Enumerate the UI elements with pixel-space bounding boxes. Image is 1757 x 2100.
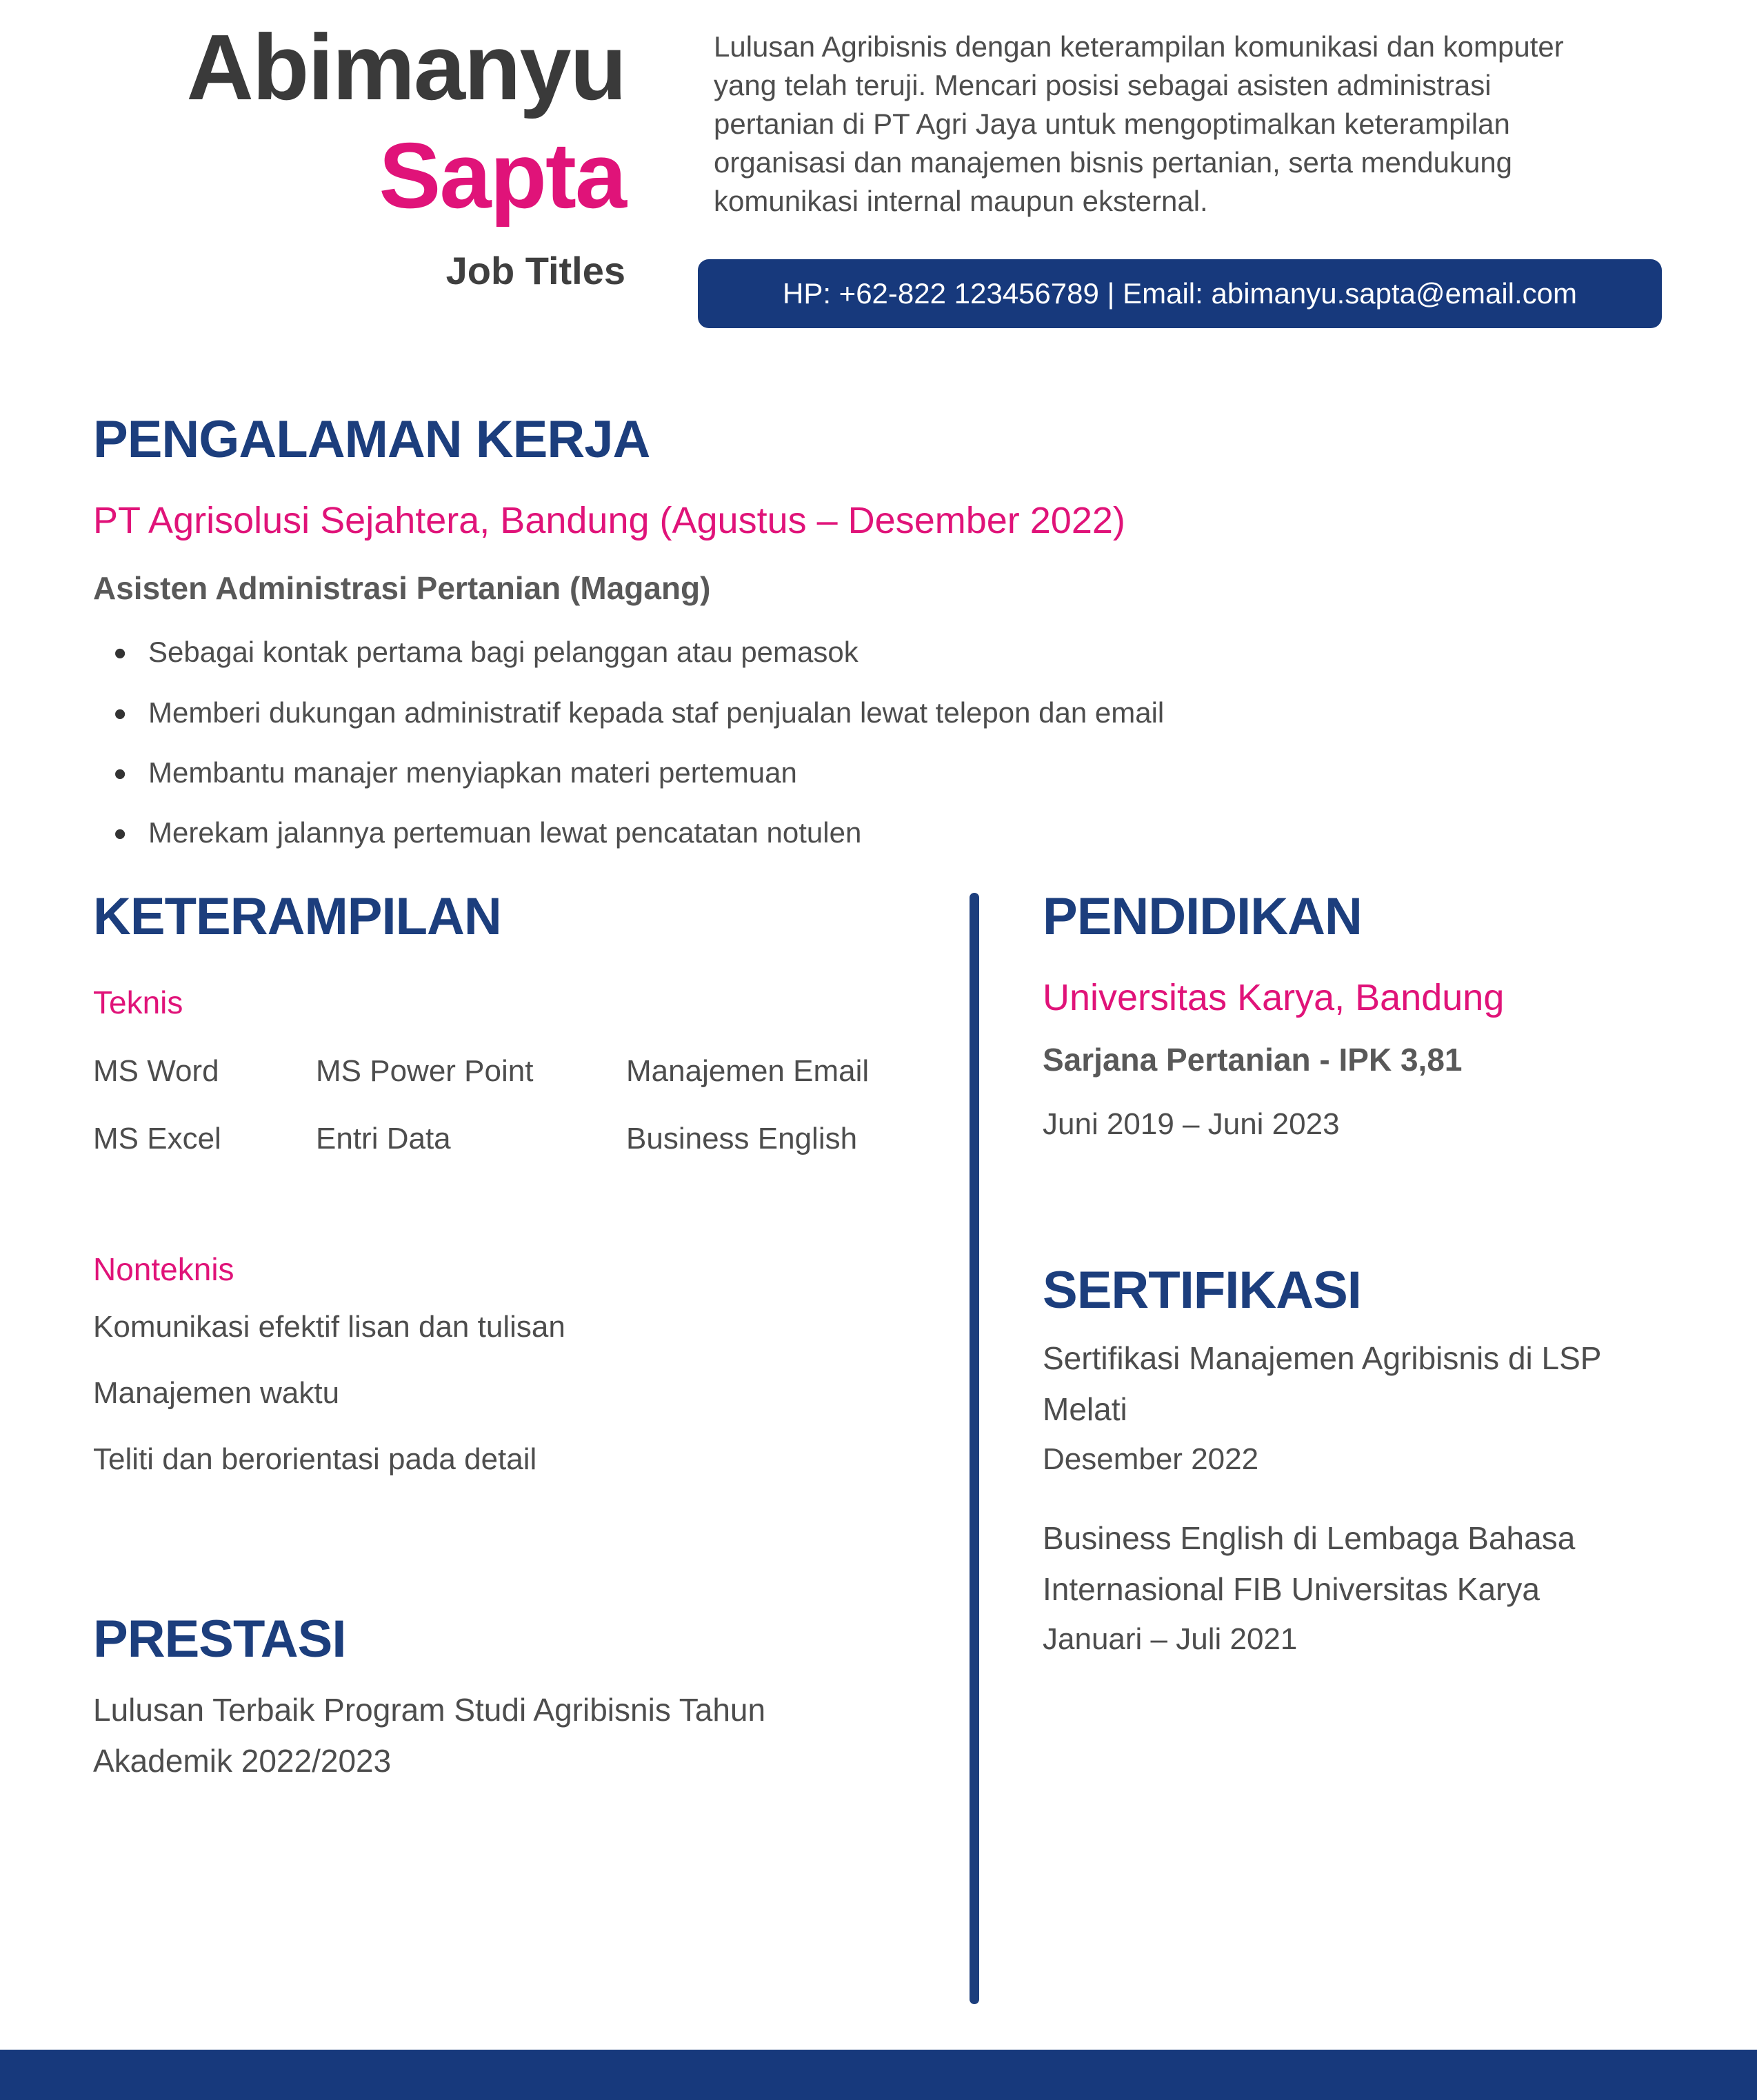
skill-item: MS Power Point: [316, 1054, 534, 1089]
nonteknis-item: Manajemen waktu: [93, 1375, 340, 1410]
education-degree: Sarjana Pertanian - IPK 3,81: [1043, 1041, 1463, 1078]
education-school: Universitas Karya, Bandung: [1043, 977, 1505, 1019]
name-block: [93, 10, 625, 293]
certification-period: Januari – Juli 2021: [1043, 1622, 1298, 1656]
contact-text: HP: +62-822 123456789 | Email: abimanyu.sapta@email.com: [782, 277, 1578, 310]
achievements-heading: PRESTASI: [93, 1610, 346, 1668]
section-experience: [93, 408, 1672, 876]
profile-summary: [714, 28, 1700, 221]
skills-nonteknis-label: Nonteknis: [93, 1251, 234, 1287]
nonteknis-item: Teliti dan berorientasi pada detail: [93, 1442, 537, 1476]
section-skills: [93, 885, 914, 1508]
skill-item: MS Excel: [93, 1122, 221, 1156]
certification-title: [1043, 1513, 1705, 1615]
section-achievements: [93, 1608, 962, 1786]
experience-role: Asisten Administrasi Pertanian (Magang): [93, 569, 711, 606]
skill-item: Business English: [626, 1122, 858, 1156]
certification-title-line: Internasional FIB Universitas Karya: [1043, 1571, 1540, 1607]
section-education: [1043, 885, 1705, 1143]
education-heading: PENDIDIKAN: [1043, 887, 1362, 946]
experience-company: PT Agrisolusi Sejahtera, Bandung (Agustus – Desember 2022): [93, 500, 1125, 542]
certification-title: [1043, 1333, 1705, 1435]
skills-nonteknis-list: [93, 1309, 914, 1477]
skills-teknis-grid: [93, 1053, 914, 1158]
certification-title-line: Sertifikasi Manajemen Agribisnis di LSP: [1043, 1340, 1602, 1377]
certification-item: [1043, 1333, 1705, 1478]
certification-title-line: Business English di Lembaga Bahasa: [1043, 1520, 1576, 1556]
certification-period: Desember 2022: [1043, 1442, 1259, 1477]
achievements-line: Lulusan Terbaik Program Studi Agribisnis Tahun: [93, 1692, 766, 1728]
nonteknis-item: Komunikasi efektif lisan dan tulisan: [93, 1310, 565, 1344]
certification-item: [1043, 1513, 1705, 1658]
first-name: Abimanyu: [186, 15, 625, 119]
summary-line: Lulusan Agribisnis dengan keterampilan komunikasi dan komputer: [714, 30, 1564, 63]
education-period: Juni 2019 – Juni 2023: [1043, 1107, 1340, 1142]
contact-bar: [698, 259, 1662, 328]
summary-line: yang telah teruji. Mencari posisi sebagai asisten administrasi: [714, 69, 1492, 101]
experience-bullet: • Sebagai kontak pertama bagi pelanggan atau pemasok: [93, 635, 1672, 669]
skill-item: Manajemen Email: [626, 1054, 870, 1089]
column-divider: [970, 893, 979, 2004]
footer-bar: [0, 2050, 1757, 2100]
certification-heading: SERTIFIKASI: [1043, 1261, 1361, 1320]
experience-bullet: • Memberi dukungan administratif kepada staf penjualan lewat telepon dan email: [93, 696, 1672, 730]
summary-line: pertanian di PT Agri Jaya untuk mengoptimalkan keterampilan: [714, 108, 1510, 140]
last-name: Sapta: [379, 123, 625, 228]
achievements-line: Akademik 2022/2023: [93, 1743, 392, 1779]
experience-bullet-list: [93, 635, 1672, 851]
summary-line: organisasi dan manajemen bisnis pertanian, serta mendukung: [714, 146, 1513, 179]
job-title: Job Titles: [445, 248, 625, 292]
experience-heading: PENGALAMAN KERJA: [93, 410, 650, 469]
experience-bullet: • Merekam jalannya pertemuan lewat pencatatan notulen: [93, 816, 1672, 850]
achievements-text: [93, 1684, 962, 1786]
section-certification: [1043, 1259, 1705, 1658]
skill-item: Entri Data: [316, 1122, 451, 1156]
skills-teknis-label: Teknis: [93, 985, 183, 1021]
summary-line: komunikasi internal maupun eksternal.: [714, 185, 1208, 217]
skill-item: MS Word: [93, 1054, 219, 1089]
certification-title-line: Melati: [1043, 1391, 1127, 1428]
skills-heading: KETERAMPILAN: [93, 887, 501, 946]
experience-bullet: • Membantu manajer menyiapkan materi pertemuan: [93, 756, 1672, 790]
